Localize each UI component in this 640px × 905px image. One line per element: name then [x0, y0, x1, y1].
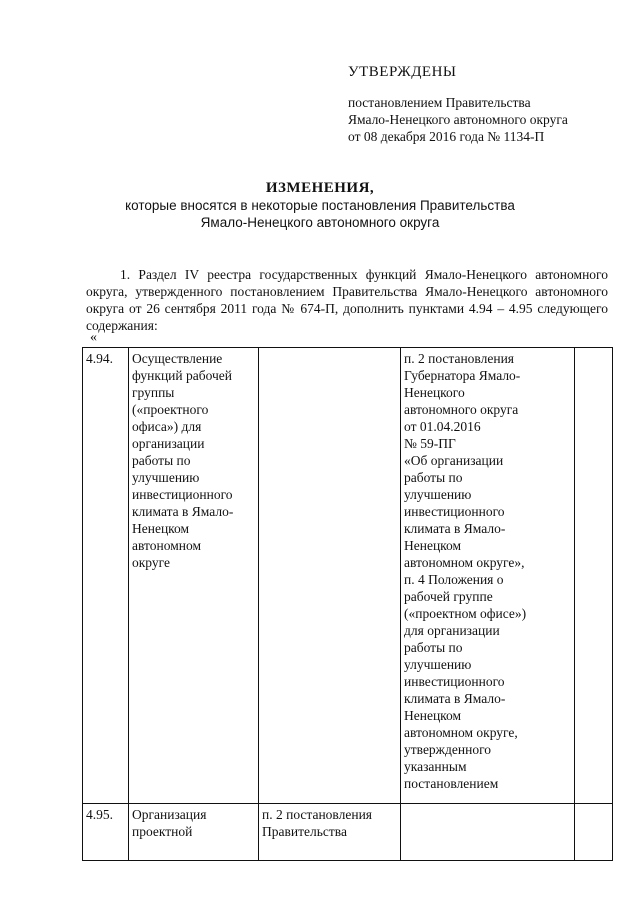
cell-basis — [401, 348, 575, 804]
cell-text-line: улучшению — [132, 470, 200, 485]
cell-name — [129, 348, 259, 804]
document-title: ИЗМЕНЕНИЯ, — [265, 180, 375, 196]
cell-text-line: климата в Ямало- — [404, 691, 506, 706]
cell-text-line: «Об организации — [404, 453, 504, 468]
paragraph-text: 1. Раздел IV реестра государственных функций Ямало-Ненецкого автономного округа, утвержденного постановлением Правительства Ямало-Ненецкого автономного округа от 26 сентября 2011 года № 674-П, дополнить пунктами 4.94 – 4.95 следующего содержания: — [86, 267, 608, 333]
cell-text-line: («проектном офисе») — [404, 606, 527, 621]
cell-text-line: Ненецком — [404, 708, 462, 723]
row-number: 4.95. — [86, 807, 113, 822]
cell-text-line: офиса») для — [132, 419, 202, 434]
cell-text-line: п. 2 постановления — [404, 351, 515, 366]
cell-text-line: утвержденного — [404, 742, 492, 757]
cell-text-line: работы по — [132, 453, 191, 468]
cell-text-line: для организации — [404, 623, 500, 638]
cell-text-line: округе — [132, 555, 170, 570]
approval-line: постановлением Правительства — [348, 95, 531, 110]
cell-text-line: организации — [132, 436, 205, 451]
cell-text-line: рабочей группе — [404, 589, 493, 604]
cell-text-line: климата в Ямало- — [132, 504, 234, 519]
cell-text-line: п. 2 постановления — [262, 807, 373, 822]
cell-text-line: Ненецком — [404, 538, 462, 553]
cell-text-line: группы — [132, 385, 175, 400]
cell-text-line: автономном округе, — [404, 725, 518, 740]
cell-empty — [575, 348, 613, 804]
cell-text-line: работы по — [404, 640, 463, 655]
cell-text-line: п. 4 Положения о — [404, 572, 504, 587]
approval-block — [348, 94, 568, 145]
cell-text-line: указанным — [404, 759, 467, 774]
cell-text-line: автономного округа — [404, 402, 519, 417]
cell-number — [83, 804, 129, 861]
approval-heading: УТВЕРЖДЕНЫ — [348, 64, 457, 80]
cell-text-line: Ненецкого — [404, 385, 465, 400]
approval-line: Ямало-Ненецкого автономного округа — [348, 112, 568, 127]
cell-text-line: улучшению — [404, 657, 472, 672]
cell-text-line: Правительства — [262, 824, 347, 839]
opening-quote: « — [90, 330, 97, 345]
subtitle-line: Ямало-Ненецкого автономного округа — [200, 215, 440, 230]
cell-basis — [259, 804, 401, 861]
cell-text-line: Осуществление — [132, 351, 223, 366]
cell-text-line: от 01.04.2016 — [404, 419, 481, 434]
cell-text-line: инвестиционного — [404, 674, 505, 689]
table-row — [83, 804, 613, 861]
cell-text-line: («проектного — [132, 402, 209, 417]
cell-text-line: климата в Ямало- — [404, 521, 506, 536]
cell-text-line: Организация — [132, 807, 207, 822]
cell-empty — [401, 804, 575, 861]
cell-text-line: автономном округе», — [404, 555, 525, 570]
cell-empty — [575, 804, 613, 861]
cell-text-line: Губернатора Ямало- — [404, 368, 521, 383]
body-paragraph — [86, 266, 608, 334]
row-number: 4.94. — [86, 351, 113, 366]
cell-text-line: улучшению — [404, 487, 472, 502]
cell-empty — [259, 348, 401, 804]
cell-text-line: № 59-ПГ — [404, 436, 456, 451]
cell-text-line: работы по — [404, 470, 463, 485]
approval-line: от 08 декабря 2016 года № 1134-П — [348, 129, 545, 144]
cell-number — [83, 348, 129, 804]
subtitle-line: которые вносятся в некоторые постановления Правительства — [125, 198, 515, 213]
registry-table — [82, 347, 613, 861]
cell-text-line: автономном — [132, 538, 202, 553]
cell-text-line: инвестиционного — [404, 504, 505, 519]
table-row — [83, 348, 613, 804]
cell-text-line: Ненецком — [132, 521, 190, 536]
cell-text-line: инвестиционного — [132, 487, 233, 502]
cell-text-line: проектной — [132, 824, 193, 839]
cell-text-line: функций рабочей — [132, 368, 233, 383]
cell-name — [129, 804, 259, 861]
cell-text-line: постановлением — [404, 776, 499, 791]
document-subtitle — [0, 197, 640, 231]
